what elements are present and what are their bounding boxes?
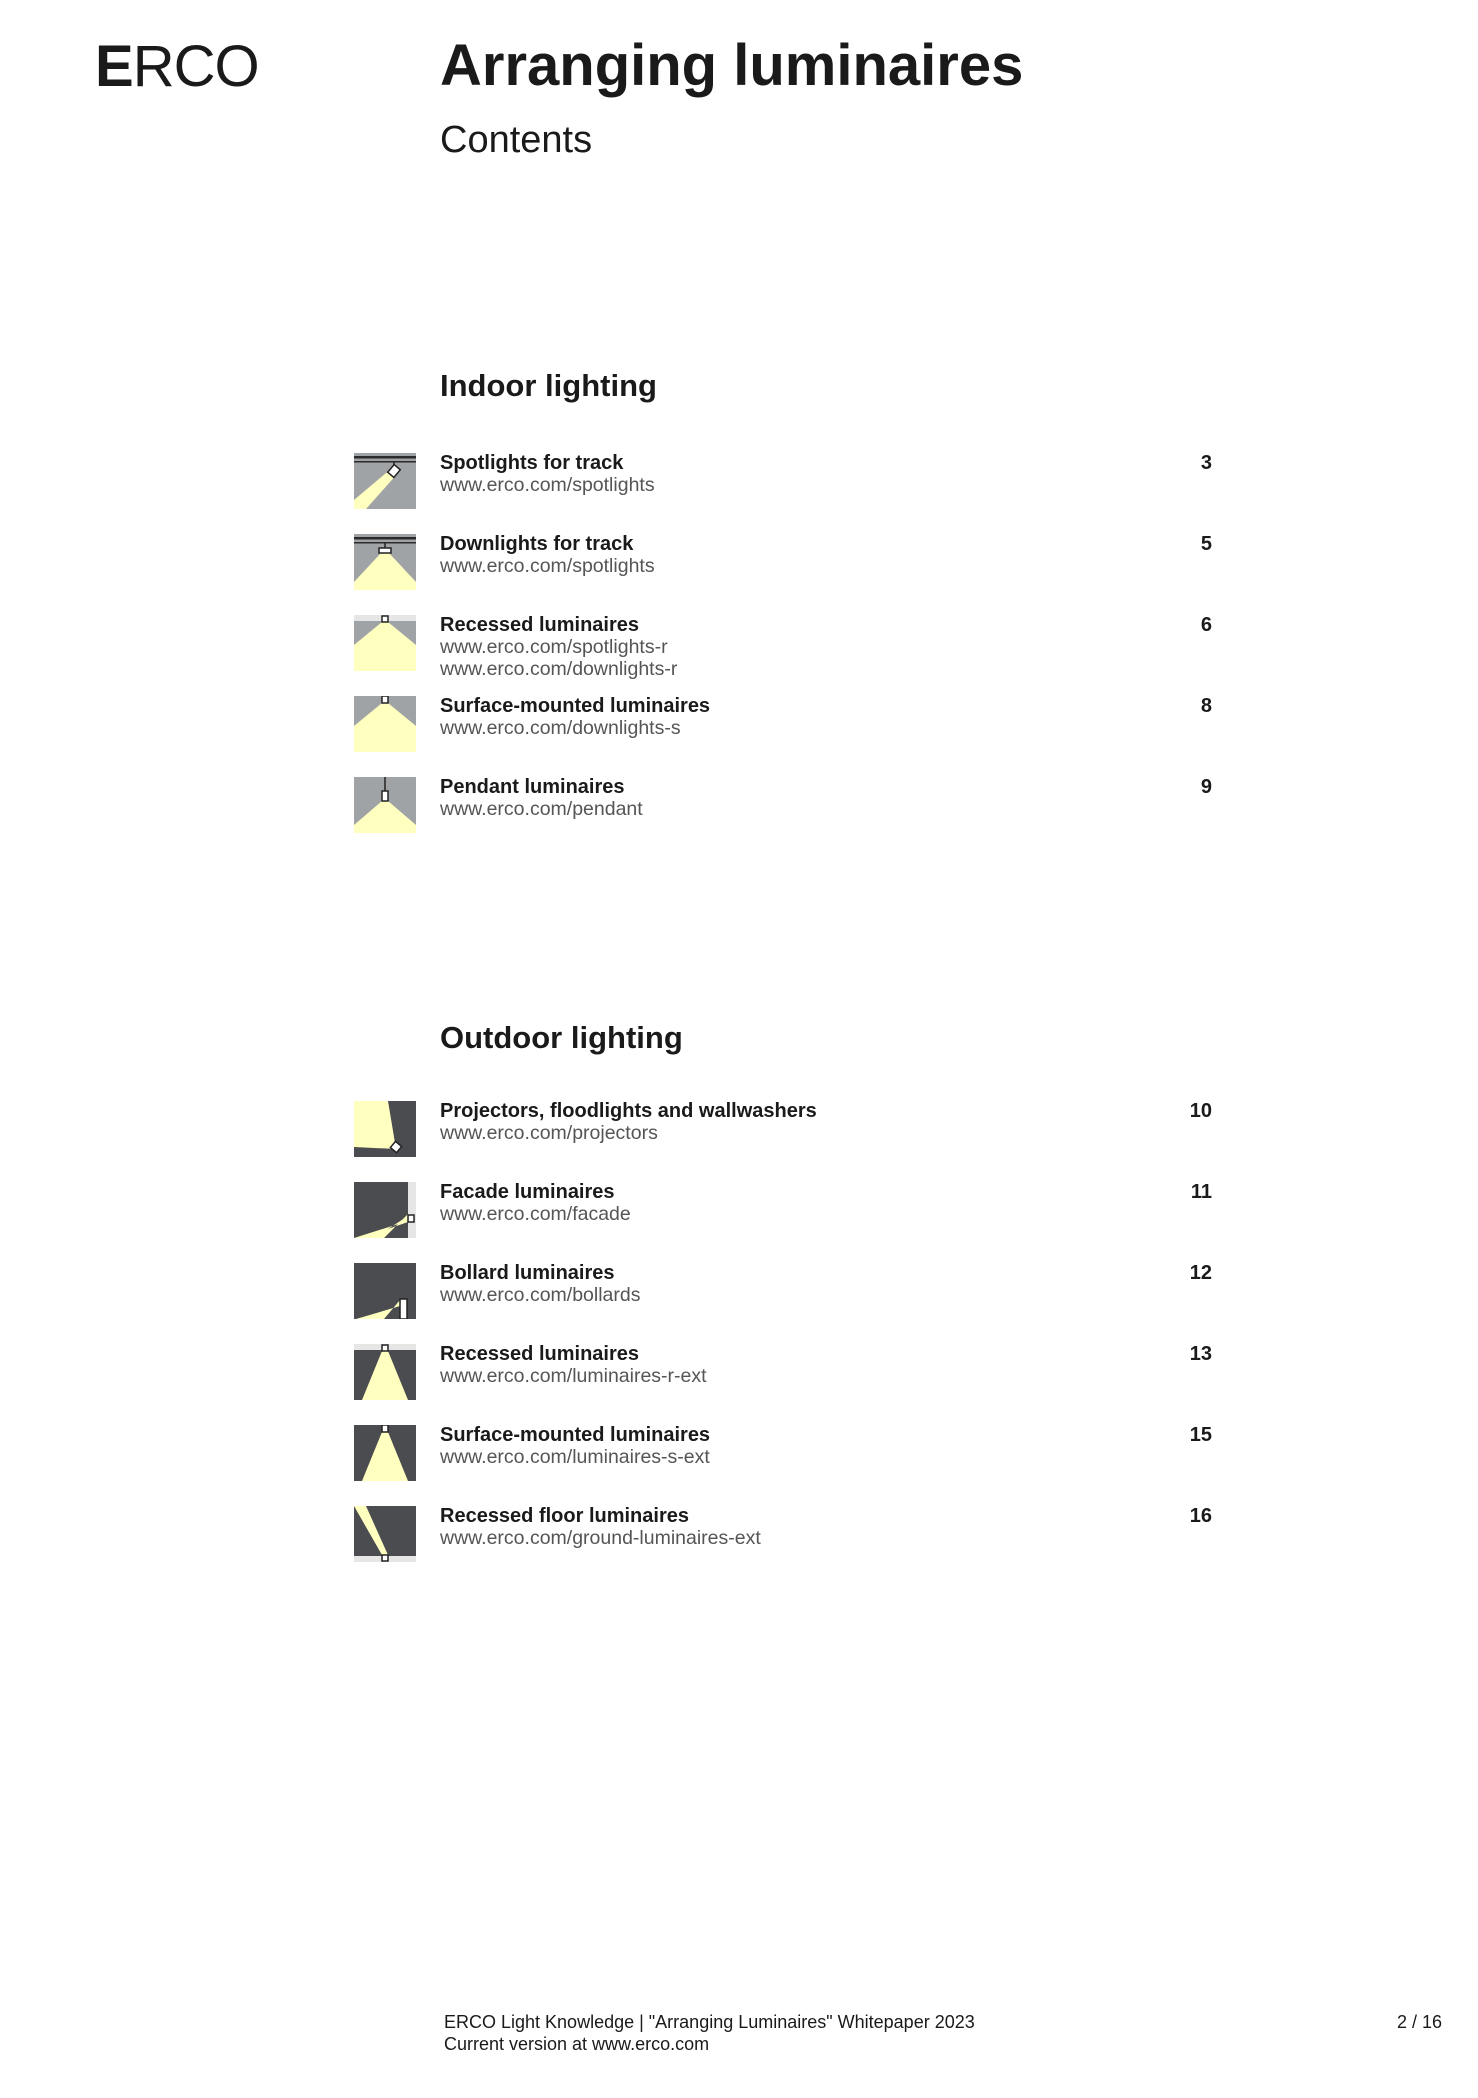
entry-url[interactable]: www.erco.com/luminaires-r-ext (440, 1365, 707, 1387)
entry-page: 3 (1200, 452, 1212, 474)
outdoor-recessed-luminaire-icon (354, 1344, 416, 1400)
page-indicator: 2 / 16 (1396, 2012, 1442, 2032)
toc-entry[interactable] (0, 777, 1478, 839)
toc-entry[interactable] (0, 1101, 1478, 1163)
page-title: Arranging luminaires (440, 33, 1024, 98)
entry-url[interactable]: www.erco.com/spotlights (440, 474, 655, 496)
bollard-luminaire-icon (354, 1263, 416, 1319)
entry-page: 5 (1200, 533, 1212, 555)
footer-line-2: Current version at www.erco.com (444, 2034, 710, 2054)
entry-page: 11 (1190, 1181, 1212, 1203)
entry-title: Recessed floor luminaires (440, 1505, 689, 1527)
footer-line-1: ERCO Light Knowledge | "Arranging Luminaires" Whitepaper 2023 (444, 2012, 975, 2032)
entry-page: 13 (1189, 1343, 1212, 1365)
outdoor-surface-mounted-luminaire-icon (354, 1425, 416, 1481)
entry-title: Surface-mounted luminaires (440, 1424, 711, 1446)
toc-entry[interactable] (0, 1263, 1478, 1325)
entry-title: Spotlights for track (440, 452, 624, 474)
entry-url[interactable]: www.erco.com/projectors (440, 1122, 658, 1144)
entry-page: 16 (1189, 1505, 1212, 1527)
entry-title: Recessed luminaires (440, 614, 639, 636)
entry-title: Downlights for track (440, 533, 634, 555)
entry-title: Projectors, floodlights and wallwashers (440, 1100, 817, 1122)
entry-url[interactable]: www.erco.com/facade (440, 1203, 631, 1225)
entry-page: 9 (1200, 776, 1212, 798)
entry-title: Surface-mounted luminaires (440, 695, 711, 717)
entry-title: Pendant luminaires (440, 776, 625, 798)
surface-mounted-luminaire-icon (354, 696, 416, 752)
track-downlight-icon (354, 534, 416, 590)
entry-page: 15 (1189, 1424, 1212, 1446)
section-title-indoor: Indoor lighting (440, 368, 657, 403)
toc-entry[interactable] (0, 614, 1478, 680)
toc-entry[interactable] (0, 534, 1478, 596)
page-subtitle: Contents (440, 119, 593, 161)
toc-entry[interactable] (0, 453, 1478, 515)
entry-url[interactable]: www.erco.com/spotlights-r (440, 636, 668, 658)
section-title-outdoor: Outdoor lighting (440, 1020, 683, 1055)
entry-page: 12 (1189, 1262, 1212, 1284)
entry-url[interactable]: www.erco.com/luminaires-s-ext (440, 1446, 710, 1468)
entry-url-secondary[interactable]: www.erco.com/downlights-r (440, 658, 678, 680)
entry-url[interactable]: www.erco.com/downlights-s (440, 717, 681, 739)
entry-page: 10 (1189, 1100, 1212, 1122)
entry-title: Bollard luminaires (440, 1262, 615, 1284)
toc-entry[interactable] (0, 1425, 1478, 1487)
track-spotlight-icon (354, 453, 416, 509)
entry-url[interactable]: www.erco.com/ground-luminaires-ext (440, 1527, 761, 1549)
entry-url[interactable]: www.erco.com/pendant (440, 798, 643, 820)
entry-url[interactable]: www.erco.com/spotlights (440, 555, 655, 577)
pendant-luminaire-icon (354, 777, 416, 833)
recessed-luminaire-icon (354, 615, 416, 671)
erco-logo: ERCO (95, 34, 259, 99)
toc-entry[interactable] (0, 1344, 1478, 1406)
entry-page: 6 (1200, 614, 1212, 636)
toc-entry[interactable] (0, 1506, 1478, 1568)
projector-icon (354, 1101, 416, 1157)
entry-title: Recessed luminaires (440, 1343, 639, 1365)
footer-info (444, 2011, 975, 2055)
toc-entry[interactable] (0, 1182, 1478, 1244)
recessed-floor-luminaire-icon (354, 1506, 416, 1562)
toc-entry[interactable] (0, 696, 1478, 758)
entry-url[interactable]: www.erco.com/bollards (440, 1284, 641, 1306)
facade-luminaire-icon (354, 1182, 416, 1238)
entry-page: 8 (1200, 695, 1212, 717)
entry-title: Facade luminaires (440, 1181, 615, 1203)
